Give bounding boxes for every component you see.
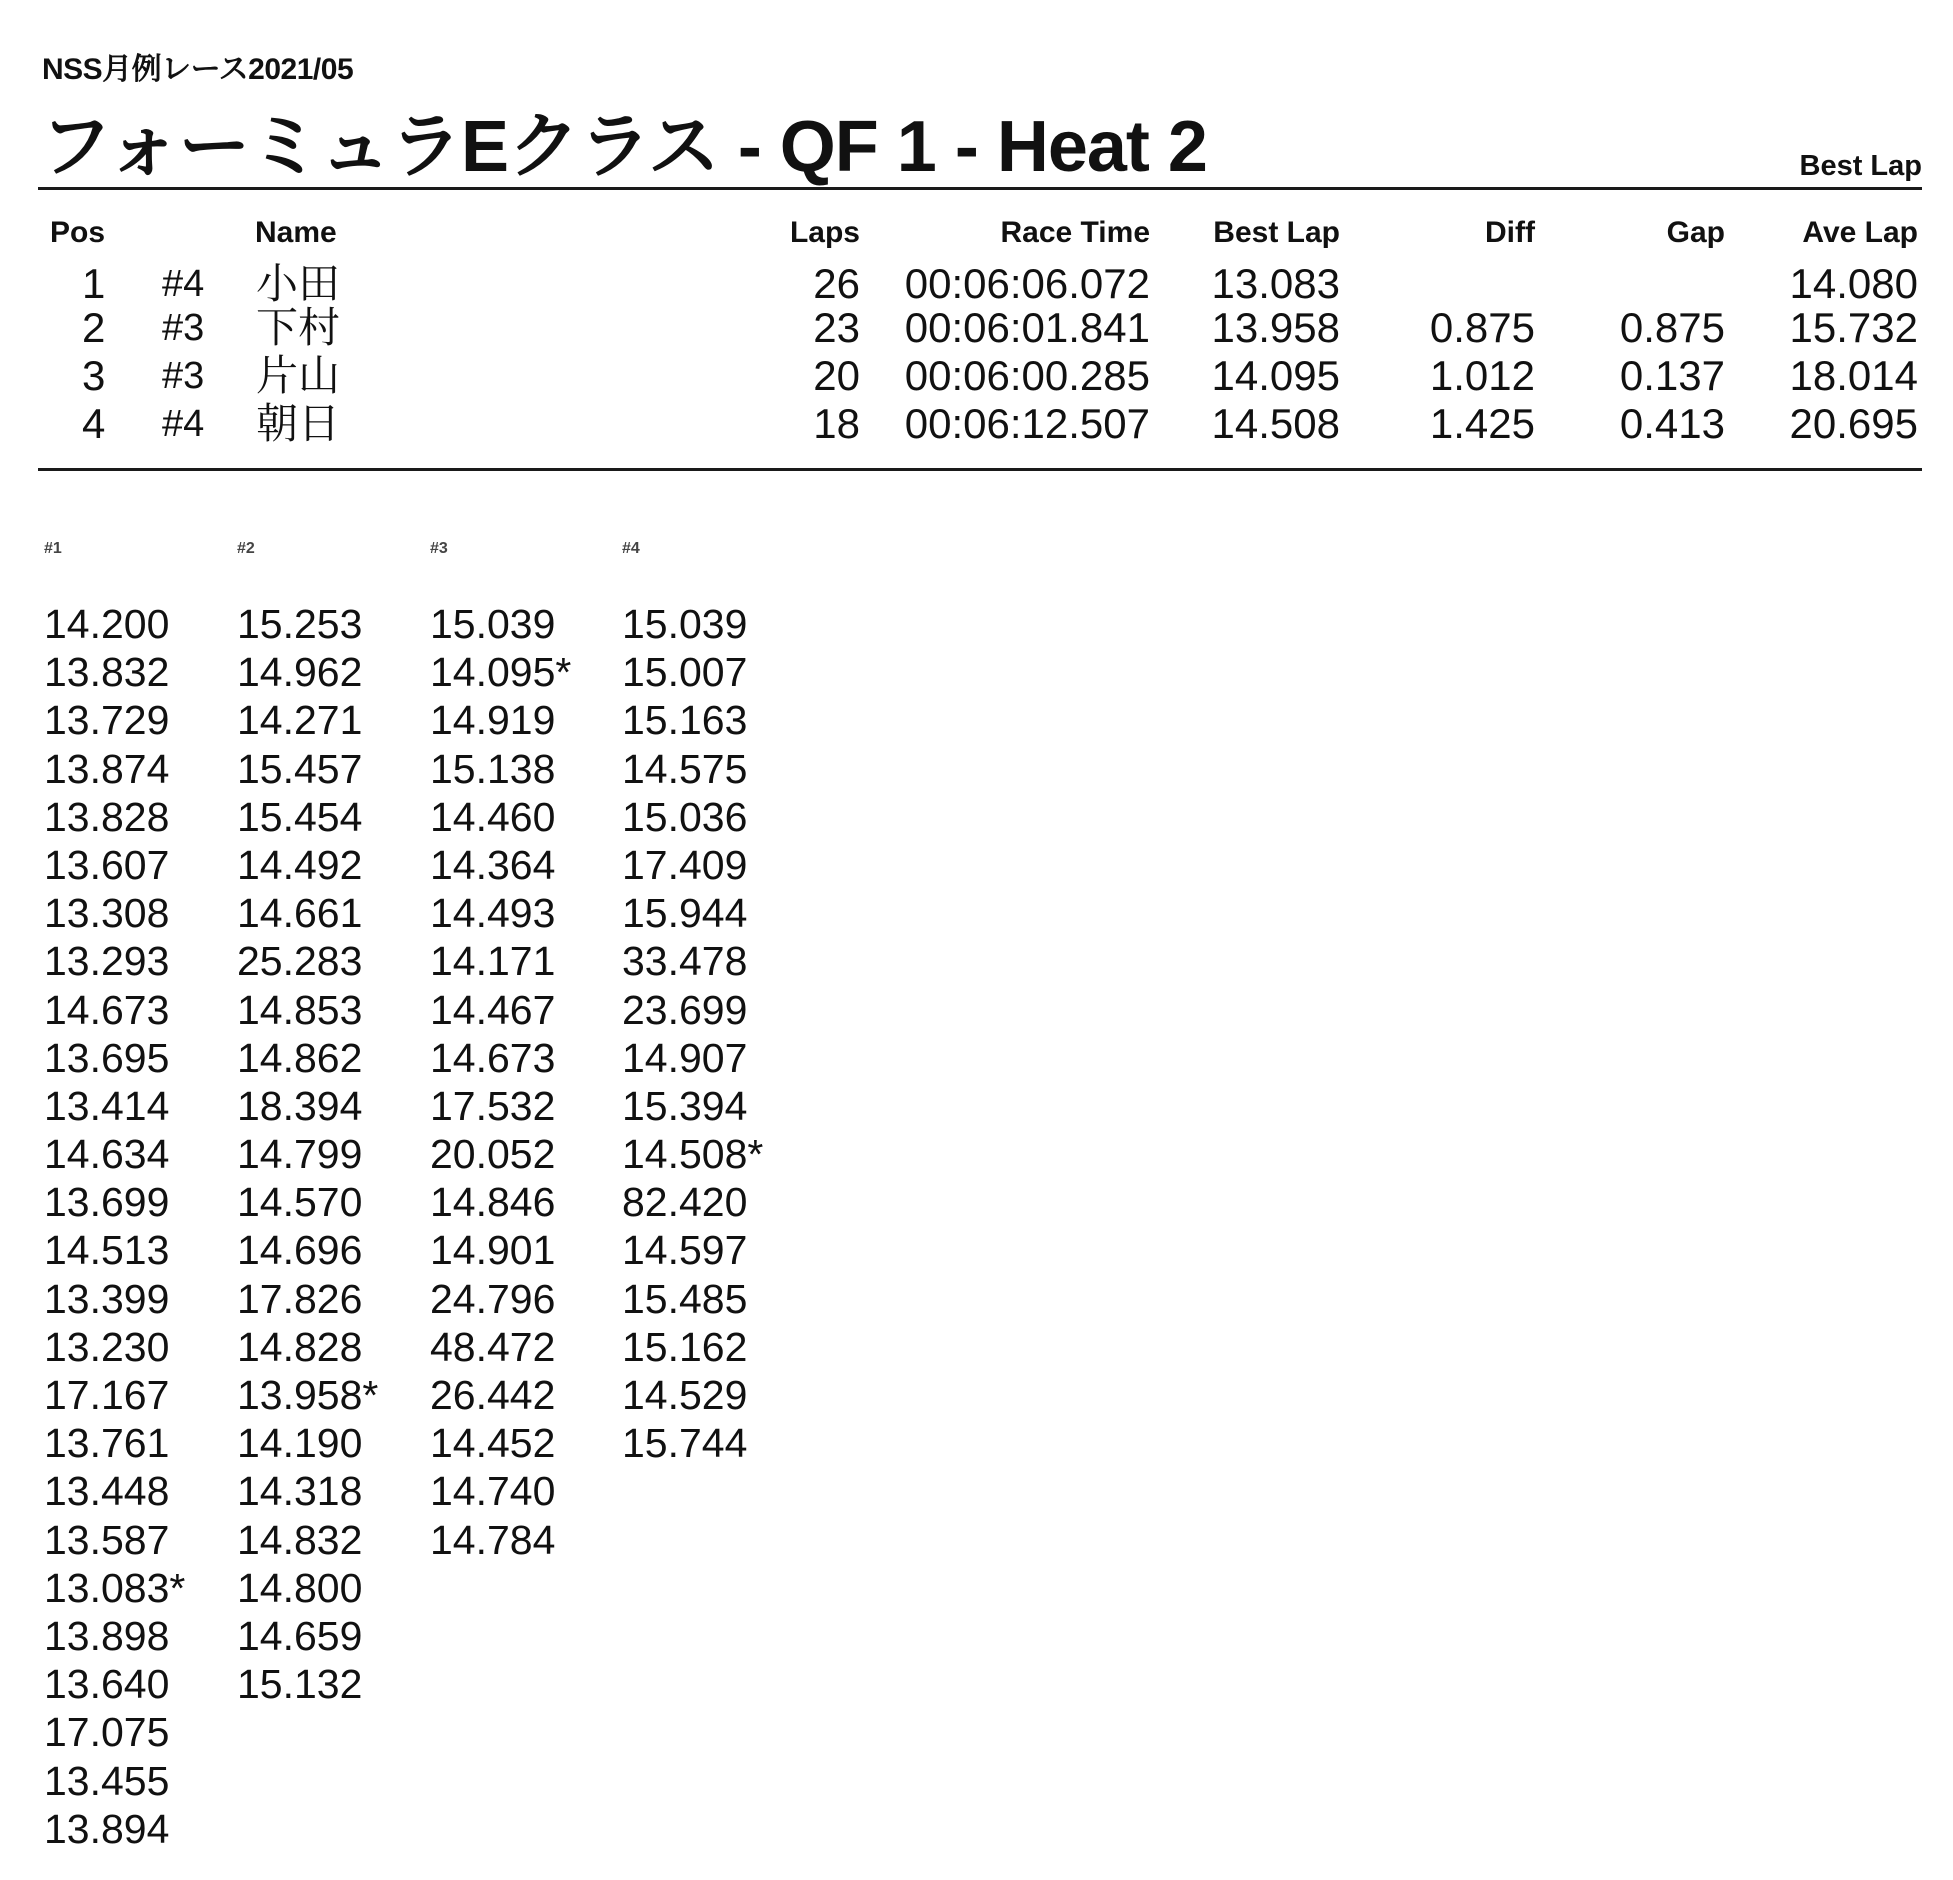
lap-time: 14.529 — [622, 1372, 748, 1418]
lap-time: 17.409 — [622, 841, 748, 888]
lap-time: 15.457 — [237, 745, 363, 792]
row-ave-lap: 18.014 — [1789, 352, 1918, 399]
lap-time: 15.454 — [237, 793, 363, 840]
row-number: #3 — [162, 355, 205, 397]
lap-time: 15.138 — [430, 745, 556, 792]
lap-time: 14.200 — [44, 601, 170, 647]
row-pos: 2 — [82, 304, 106, 351]
row-driver-name: 小田 — [256, 260, 341, 307]
lap-time: 23.699 — [622, 986, 748, 1033]
row-driver-name: 朝日 — [256, 400, 341, 447]
lap-time: 14.364 — [430, 841, 556, 888]
row-diff: 0.875 — [1429, 304, 1535, 351]
col-header-gap: Gap — [1666, 216, 1725, 249]
row-best-lap: 13.958 — [1211, 304, 1340, 351]
row-laps: 23 — [813, 304, 860, 351]
lap-time: 15.132 — [237, 1661, 363, 1708]
lap-time: 14.271 — [237, 697, 363, 744]
col-header-pos: Pos — [50, 216, 106, 249]
lap-column-4 — [622, 540, 764, 1467]
lap-time: 14.832 — [237, 1516, 363, 1563]
row-gap: 0.137 — [1619, 352, 1725, 399]
lap-time: 14.661 — [237, 890, 363, 937]
best-lap-label: Best Lap — [1799, 150, 1922, 182]
row-gap: 0.413 — [1619, 400, 1725, 447]
lap-column-1 — [44, 540, 186, 1853]
lap-time: 14.673 — [430, 1034, 556, 1081]
col-header-laps: Laps — [789, 216, 860, 249]
lap-time: 17.826 — [237, 1275, 363, 1322]
lap-time: 13.699 — [44, 1179, 170, 1226]
row-race-time: 00:06:01.841 — [904, 304, 1150, 351]
row-diff: 1.425 — [1429, 400, 1535, 447]
row-race-time: 00:06:00.285 — [904, 352, 1150, 399]
row-diff: 1.012 — [1429, 352, 1535, 399]
row-best-lap: 14.095 — [1211, 352, 1340, 399]
row-best-lap: 14.508 — [1211, 400, 1340, 447]
lap-column-header: #4 — [622, 540, 640, 557]
lap-time: 14.460 — [430, 793, 556, 840]
lap-time: 25.283 — [237, 938, 363, 985]
lap-time: 15.485 — [622, 1275, 748, 1322]
lap-time: 15.039 — [622, 601, 748, 647]
col-header-name: Name — [255, 216, 337, 249]
lap-time: 14.513 — [44, 1227, 170, 1274]
lap-time: 13.414 — [44, 1082, 170, 1129]
lap-time: 17.532 — [430, 1082, 556, 1129]
lap-time: 14.828 — [237, 1323, 363, 1370]
lap-time: 14.799 — [237, 1131, 363, 1178]
lap-time: 20.052 — [430, 1131, 556, 1178]
lap-column-2 — [237, 540, 379, 1708]
lap-time: 13.607 — [44, 841, 170, 888]
lap-time: 14.901 — [430, 1227, 556, 1274]
event-name: NSS月例レース2021/05 — [42, 53, 354, 86]
lap-time: 15.944 — [622, 890, 748, 937]
lap-time: 13.083* — [44, 1564, 186, 1611]
lap-time: 14.597 — [622, 1227, 748, 1274]
lap-time: 14.919 — [430, 697, 556, 744]
row-laps: 20 — [813, 352, 860, 399]
lap-time: 14.171 — [430, 938, 556, 985]
lap-time: 48.472 — [430, 1323, 556, 1370]
row-laps: 26 — [813, 260, 860, 307]
lap-time: 13.832 — [44, 649, 170, 696]
lap-time: 15.253 — [237, 601, 363, 647]
lap-time: 17.075 — [44, 1709, 170, 1756]
lap-time: 14.846 — [430, 1179, 556, 1226]
lap-time: 13.898 — [44, 1612, 170, 1659]
lap-time: 14.659 — [237, 1612, 363, 1659]
lap-time: 13.399 — [44, 1275, 170, 1322]
lap-time: 13.958* — [237, 1372, 379, 1418]
lap-column-header: #2 — [237, 540, 255, 557]
lap-list — [44, 600, 185, 1853]
lap-time: 13.230 — [44, 1323, 170, 1370]
lap-column-header: #1 — [44, 540, 62, 557]
lap-time: 13.695 — [44, 1034, 170, 1081]
header-rule — [38, 187, 1922, 190]
col-header-ave-lap: Ave Lap — [1802, 216, 1918, 249]
lap-time: 14.800 — [237, 1564, 363, 1611]
lap-time: 15.744 — [622, 1420, 748, 1467]
lap-time: 15.036 — [622, 793, 748, 840]
row-pos: 1 — [82, 260, 106, 307]
lap-time: 14.318 — [237, 1468, 363, 1515]
lap-time: 13.448 — [44, 1468, 170, 1515]
lap-time: 13.894 — [44, 1805, 170, 1852]
lap-list — [622, 600, 763, 1467]
lap-time: 26.442 — [430, 1372, 556, 1418]
row-pos: 4 — [82, 400, 106, 447]
lap-time: 14.493 — [430, 890, 556, 937]
lap-time: 15.039 — [430, 601, 556, 647]
row-race-time: 00:06:12.507 — [904, 400, 1150, 447]
row-best-lap: 13.083 — [1211, 260, 1340, 307]
lap-time: 13.729 — [44, 697, 170, 744]
lap-time: 14.907 — [622, 1034, 748, 1081]
lap-time: 13.828 — [44, 793, 170, 840]
lap-time: 15.007 — [622, 649, 748, 696]
lap-time: 82.420 — [622, 1179, 748, 1226]
row-gap: 0.875 — [1619, 304, 1725, 351]
lap-time: 14.962 — [237, 649, 363, 696]
row-ave-lap: 15.732 — [1789, 304, 1918, 351]
lap-time: 14.862 — [237, 1034, 363, 1081]
lap-column-3 — [430, 540, 572, 1564]
lap-time: 13.587 — [44, 1516, 170, 1563]
results-rule — [38, 468, 1922, 471]
lap-time: 18.394 — [237, 1082, 363, 1129]
lap-time: 14.508* — [622, 1131, 764, 1178]
row-number: #4 — [162, 263, 205, 305]
col-header-diff: Diff — [1485, 216, 1535, 249]
lap-time: 14.570 — [237, 1179, 363, 1226]
row-laps: 18 — [813, 400, 860, 447]
lap-time: 14.467 — [430, 986, 556, 1033]
lap-time: 14.696 — [237, 1227, 363, 1274]
lap-time: 15.163 — [622, 697, 748, 744]
lap-time: 13.308 — [44, 890, 170, 937]
lap-time: 14.853 — [237, 986, 363, 1033]
lap-time: 14.492 — [237, 841, 363, 888]
lap-time: 15.394 — [622, 1082, 748, 1129]
lap-time: 17.167 — [44, 1372, 170, 1418]
lap-time: 14.452 — [430, 1420, 556, 1467]
row-ave-lap: 20.695 — [1789, 400, 1918, 447]
row-driver-name: 下村 — [256, 304, 341, 351]
col-header-race-time: Race Time — [1000, 216, 1150, 249]
page-title: フォーミュラEクラス - QF 1 - Heat 2 — [40, 107, 1207, 187]
row-number: #4 — [162, 403, 205, 445]
lap-time: 14.740 — [430, 1468, 556, 1515]
row-pos: 3 — [82, 352, 106, 399]
row-ave-lap: 14.080 — [1789, 260, 1918, 307]
lap-list — [237, 600, 378, 1708]
row-race-time: 00:06:06.072 — [904, 260, 1150, 307]
lap-time: 13.761 — [44, 1420, 170, 1467]
lap-time: 33.478 — [622, 938, 748, 985]
lap-time: 14.784 — [430, 1516, 556, 1563]
col-header-best-lap: Best Lap — [1213, 216, 1340, 249]
lap-time: 14.190 — [237, 1420, 363, 1467]
row-driver-name: 片山 — [256, 352, 341, 399]
lap-time: 14.095* — [430, 649, 572, 696]
lap-time: 14.575 — [622, 745, 748, 792]
lap-time: 24.796 — [430, 1275, 556, 1322]
lap-column-header: #3 — [430, 540, 448, 557]
lap-time: 14.673 — [44, 986, 170, 1033]
lap-time: 14.634 — [44, 1131, 170, 1178]
lap-time: 13.455 — [44, 1757, 170, 1804]
lap-list — [430, 600, 571, 1564]
lap-time: 15.162 — [622, 1323, 748, 1370]
lap-time: 13.640 — [44, 1661, 170, 1708]
row-number: #3 — [162, 307, 205, 349]
lap-time: 13.293 — [44, 938, 170, 985]
lap-time: 13.874 — [44, 745, 170, 792]
